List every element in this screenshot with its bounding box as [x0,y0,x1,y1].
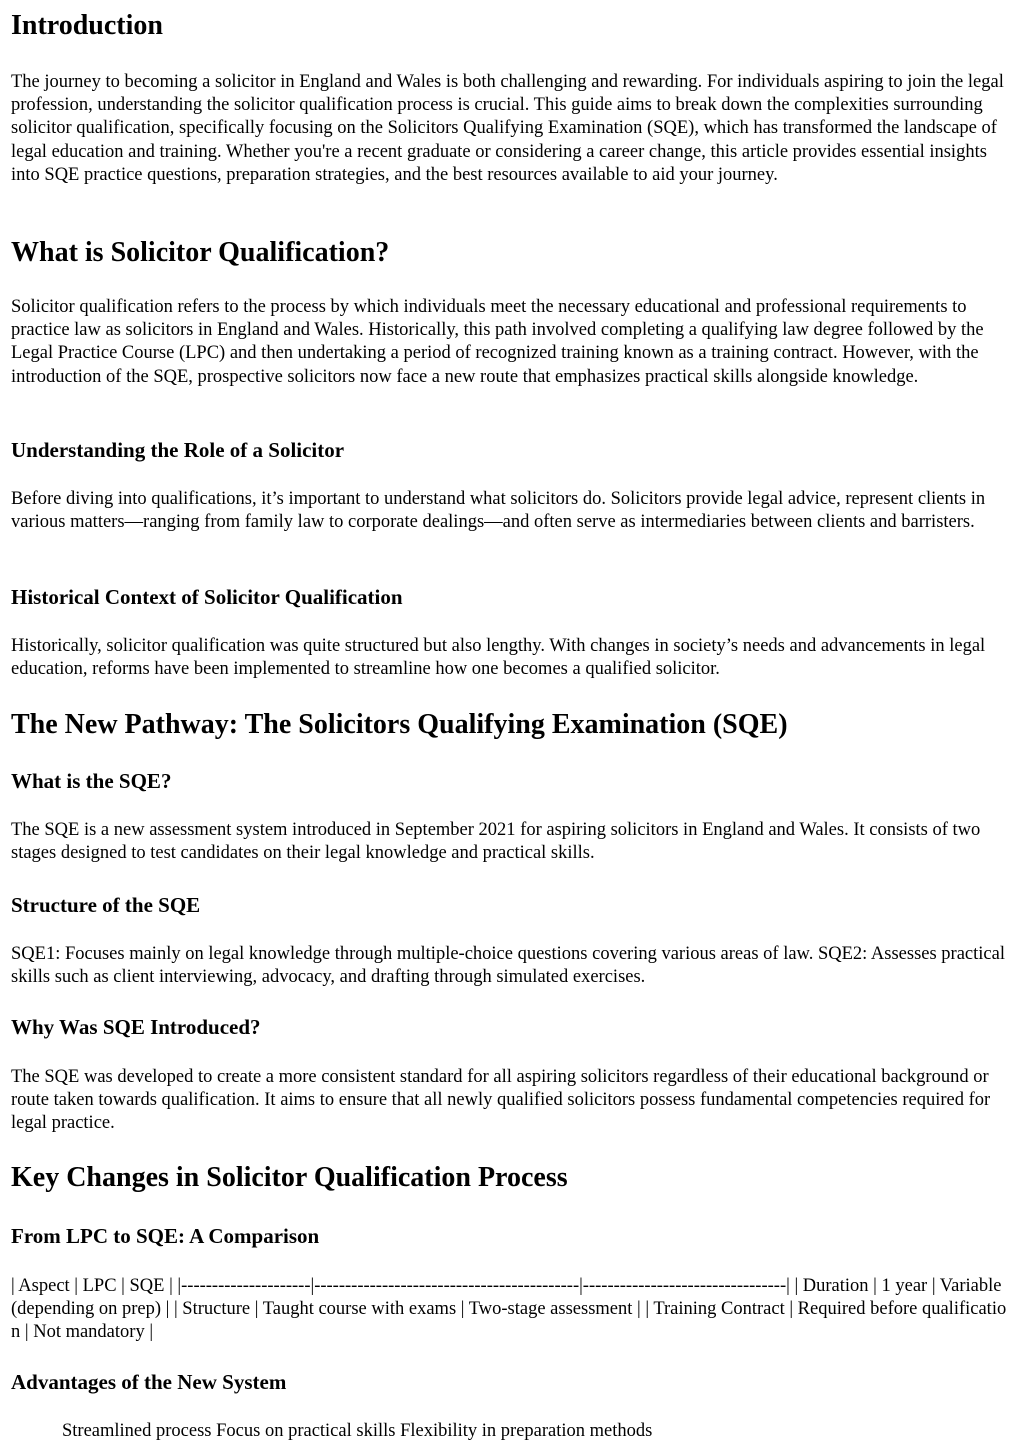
structure-of-sqe-heading: Structure of the SQE [11,893,201,917]
what-is-qualification-heading: What is Solicitor Qualification? [11,237,390,268]
advantages-heading: Advantages of the New System [11,1370,287,1394]
advantages-list [11,1420,652,1443]
introduction-paragraph: The journey to becoming a solicitor in England and Wales is both challenging and rewarding. For individuals aspiring to join the legal profession, understanding the solicitor qualification process is crucial. This guide aims to break down the complexities surrounding solicitor qualification, specifically focusing on the Solicitors Qualifying Examination (SQE), which has transformed the landscape of legal education and training. Whether you're a recent graduate or considering a career change, this article provides essential insights into SQE practice questions, preparation strategies, and the best resources available to aid your journey. [11,72,1004,185]
what-is-qualification-paragraph: Solicitor qualification refers to the process by which individuals meet the necessary educational and professional requirements to practice law as solicitors in England and Wales. Historically, this path involved completing a qualifying law degree followed by the Legal Practice Course (LPC) and then undertaking a period of recognized training known as a training contract. However, with the introduction of the SQE, prospective solicitors now face a new route that emphasizes practical skills alongside knowledge. [11,297,984,387]
advantages-list-text: Streamlined process Focus on practical skills Flexibility in preparation methods [62,1421,653,1441]
role-of-solicitor-heading: Understanding the Role of a Solicitor [11,438,345,462]
why-introduced-paragraph: The SQE was developed to create a more consistent standard for all aspiring solicitors regardless of their educational background or route taken towards qualification. It aims to ensure that all newly qualified solicitors possess fundamental competencies required for legal practice. [11,1067,991,1134]
what-is-sqe-heading: What is the SQE? [11,769,172,793]
why-introduced-heading: Why Was SQE Introduced? [11,1015,261,1039]
comparison-raw-table: | Aspect | LPC | SQE | |---------------------|-------------------------------------------|---------------------------------| | Duration | 1 year | Variable (depending on prep) | | Structure | Taught course with exams | Two-stage assessment | | Training Contract | Required before qualification | Not mandatory | [11,1276,1007,1343]
structure-of-sqe-paragraph: SQE1: Focuses mainly on legal knowledge through multiple-choice questions covering various areas of law. SQE2: Assesses practical skills such as client interviewing, advocacy, and drafting through simulated exercises. [11,944,1005,988]
new-pathway-heading: The New Pathway: The Solicitors Qualifying Examination (SQE) [11,709,788,740]
what-is-sqe-paragraph: The SQE is a new assessment system introduced in September 2021 for aspiring solicitors in England and Wales. It consists of two stages designed to test candidates on their legal knowledge and practical skills. [11,820,981,864]
historical-context-heading: Historical Context of Solicitor Qualification [11,585,403,609]
comparison-heading: From LPC to SQE: A Comparison [11,1224,320,1248]
key-changes-heading: Key Changes in Solicitor Qualification Process [11,1162,568,1193]
introduction-heading: Introduction [11,10,163,41]
role-of-solicitor-paragraph: Before diving into qualifications, it’s important to understand what solicitors do. Solicitors provide legal advice, represent clients in various matters—ranging from family law to corporate dealings—and often serve as intermediaries between clients and barristers. [11,489,986,533]
historical-context-paragraph: Historically, solicitor qualification was quite structured but also lengthy. With changes in society’s needs and advancements in legal education, reforms have been implemented to streamline how one becomes a qualified solicitor. [11,636,986,680]
